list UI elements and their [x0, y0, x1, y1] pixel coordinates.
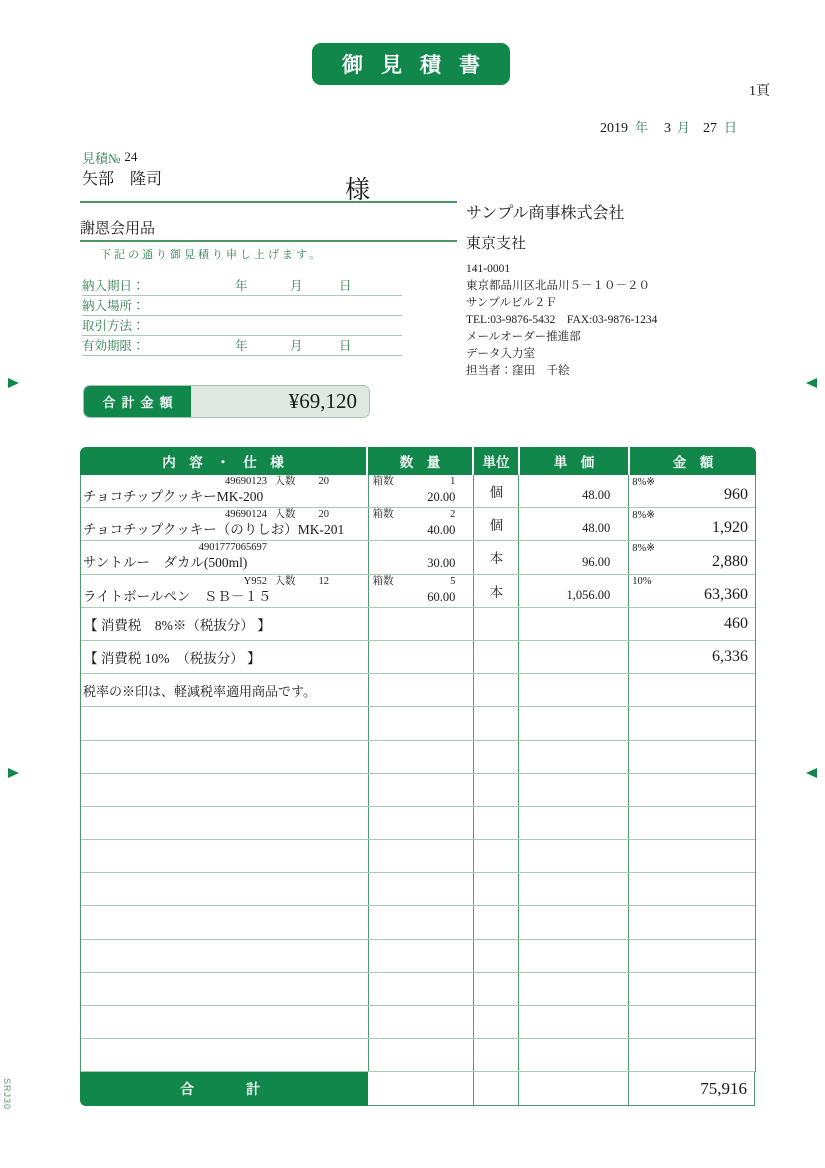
item-tax-rate: 8%※ — [632, 510, 655, 522]
tax-row-cell-c4 — [519, 641, 629, 673]
empty-row-cell-c3 — [474, 906, 519, 938]
customer-name: 矢部 隆司 — [82, 171, 163, 188]
registration-mark-icon — [8, 378, 19, 388]
note-row — [81, 674, 755, 707]
supplier-branch: 東京支社 — [466, 236, 527, 252]
issue-date — [600, 117, 737, 137]
item-row-cell-c1 — [81, 575, 369, 607]
term-year-unit: 年 — [235, 339, 248, 353]
tax-row-cell-c1 — [81, 641, 369, 673]
empty-row-cell-c5 — [629, 807, 755, 839]
item-row — [81, 541, 755, 574]
item-box-line — [369, 508, 474, 521]
item-box-label: 箱数 — [372, 509, 394, 521]
item-row-cell-c1 — [81, 541, 369, 573]
item-row-cell-c2 — [369, 541, 475, 573]
empty-row — [81, 707, 755, 740]
empty-row-cell-c4 — [519, 940, 629, 972]
registration-mark-icon — [806, 378, 817, 388]
subject-underline — [80, 240, 457, 242]
page-number: 1頁 — [749, 84, 770, 99]
note-row-cell-c2 — [369, 674, 475, 706]
note-row-cell-c4 — [519, 674, 629, 706]
item-code: 4901777065697 — [198, 542, 267, 554]
tax-row-cell-c5 — [629, 641, 755, 673]
grand-total-unit-cell — [474, 1072, 519, 1106]
item-amount: 63,360 — [704, 585, 749, 603]
item-box-qty — [373, 541, 456, 554]
item-unit-price: 48.00 — [582, 521, 611, 536]
term-month-unit: 月 — [290, 339, 303, 353]
item-box-line — [369, 575, 474, 588]
term-method — [82, 316, 402, 336]
note-row-cell-c3 — [474, 674, 519, 706]
empty-row-cell-c1 — [81, 707, 369, 739]
empty-row-cell-c3 — [474, 707, 519, 739]
term-delivery-date — [82, 276, 402, 296]
term-day-unit: 日 — [339, 279, 352, 293]
total-amount-band — [83, 385, 370, 418]
item-code-line — [81, 575, 368, 588]
empty-row-cell-c2 — [369, 807, 475, 839]
grand-total-label: 合 計 — [80, 1072, 368, 1106]
item-code: Y952 — [243, 575, 267, 587]
empty-row-cell-c1 — [81, 774, 369, 806]
supplier-address1: 東京都品川区北品川５－１０－２０ — [466, 280, 650, 292]
item-quantity: 20.00 — [427, 490, 456, 504]
tax-row-label: 【 消費税 8%※（税抜分） 】 — [84, 617, 271, 633]
item-unit: 本 — [489, 584, 504, 600]
empty-row-cell-c1 — [81, 973, 369, 1005]
empty-row-cell-c4 — [519, 807, 629, 839]
note-row-cell-c1 — [81, 674, 369, 706]
item-pack-qty: 20 — [318, 509, 329, 521]
item-code-line — [81, 475, 368, 488]
empty-row-cell-c1 — [81, 1006, 369, 1038]
registration-mark-icon — [8, 768, 19, 778]
item-row-cell-c4 — [519, 541, 629, 573]
empty-row-cell-c4 — [519, 1039, 629, 1071]
item-box-qty: 1 — [450, 476, 456, 487]
empty-row-cell-c5 — [629, 741, 755, 773]
empty-row-cell-c4 — [519, 774, 629, 806]
item-code: 49690123 — [225, 476, 267, 487]
item-row-cell-c1 — [81, 508, 369, 540]
item-row-cell-c1 — [81, 475, 369, 507]
empty-row-cell-c5 — [629, 707, 755, 739]
item-unit: 本 — [489, 551, 504, 567]
item-row-cell-c5 — [629, 541, 755, 573]
tax-row-amount: 460 — [724, 614, 749, 632]
header-description: 内 容 ・ 仕 様 — [80, 447, 368, 475]
supplier-block — [466, 200, 786, 380]
table-body — [80, 475, 756, 1072]
tax-row-cell-c3 — [474, 641, 519, 673]
supplier-department: メールオーダー推進部 — [466, 331, 581, 343]
empty-row — [81, 1006, 755, 1039]
item-name: ライトボールペン ＳＢ－１５ — [83, 588, 272, 604]
item-pack-qty — [303, 541, 329, 554]
item-pack-label: 入数 — [274, 509, 296, 521]
item-code: 49690124 — [225, 509, 267, 521]
empty-row-cell-c1 — [81, 906, 369, 938]
item-row-cell-c4 — [519, 508, 629, 540]
tax-row-label: 【 消費税 10% （税抜分） 】 — [84, 651, 261, 667]
date-year-unit: 年 — [635, 120, 649, 135]
empty-row — [81, 774, 755, 807]
item-box-label: 箱数 — [372, 575, 394, 587]
supplier-address2: サンプルビル２Ｆ — [466, 297, 557, 309]
item-row-cell-c3 — [474, 508, 519, 540]
empty-row-cell-c5 — [629, 906, 755, 938]
date-day-unit: 日 — [724, 120, 738, 135]
empty-row-cell-c1 — [81, 940, 369, 972]
item-amount: 2,880 — [712, 552, 749, 570]
tax-row-cell-c1 — [81, 608, 369, 640]
table-total-row — [80, 1072, 756, 1106]
empty-row-cell-c3 — [474, 774, 519, 806]
item-pack-label: 入数 — [274, 476, 296, 487]
empty-row-cell-c5 — [629, 840, 755, 872]
item-code-line — [81, 508, 368, 521]
item-name: サントルー ダカル(500ml) — [83, 555, 248, 571]
item-code-line — [81, 541, 368, 554]
supplier-tel-fax: TEL:03-9876-5432 FAX:03-9876-1234 — [466, 314, 658, 326]
tax-row — [81, 608, 755, 641]
empty-row-cell-c4 — [519, 906, 629, 938]
item-row-cell-c5 — [629, 575, 755, 607]
empty-row-cell-c3 — [474, 741, 519, 773]
supplier-company: サンプル商事株式会社 — [466, 205, 625, 222]
empty-row-cell-c4 — [519, 741, 629, 773]
term-year-unit: 年 — [235, 279, 248, 293]
empty-row-cell-c1 — [81, 807, 369, 839]
empty-row-cell-c2 — [369, 840, 475, 872]
header-amount: 金 額 — [672, 455, 714, 470]
note-row-cell-c5 — [629, 674, 755, 706]
item-tax-rate: 8%※ — [632, 543, 655, 555]
item-amount: 960 — [724, 486, 749, 504]
empty-row-cell-c3 — [474, 840, 519, 872]
empty-row-cell-c2 — [369, 1006, 475, 1038]
item-quantity: 30.00 — [427, 556, 456, 571]
item-unit: 個 — [489, 518, 504, 534]
empty-row-cell-c2 — [369, 741, 475, 773]
item-box-line — [369, 541, 474, 554]
item-row-cell-c2 — [369, 575, 475, 607]
item-unit: 個 — [489, 485, 504, 501]
estimate-number-label: 見積№ — [82, 151, 121, 166]
item-row — [81, 475, 755, 508]
header-unit-price: 単 価 — [520, 447, 630, 475]
term-method-label: 取引方法： — [82, 319, 145, 333]
item-row-cell-c2 — [369, 508, 475, 540]
empty-row — [81, 807, 755, 840]
tax-row-cell-c2 — [369, 641, 475, 673]
subject-line: 謝恩会用品 — [80, 221, 156, 237]
date-day: 27 — [703, 121, 718, 136]
item-tax-rate: 8%※ — [632, 477, 655, 488]
item-name: チョコチップクッキーMK-200 — [83, 489, 264, 504]
empty-row-cell-c4 — [519, 1006, 629, 1038]
header-unit: 単位 — [474, 447, 520, 475]
tax-row-cell-c4 — [519, 608, 629, 640]
estimate-number — [82, 148, 137, 167]
item-row-cell-c4 — [519, 575, 629, 607]
form-code: SRJ30 — [2, 1078, 12, 1111]
total-amount-label: 合計金額 — [84, 386, 191, 417]
estimate-number-value: 24 — [124, 149, 138, 164]
empty-row-cell-c5 — [629, 774, 755, 806]
term-day-unit: 日 — [339, 339, 352, 353]
date-month-unit: 月 — [677, 120, 691, 135]
term-month-unit: 月 — [290, 279, 303, 293]
empty-row-cell-c2 — [369, 1039, 475, 1071]
empty-row-cell-c2 — [369, 707, 475, 739]
tax-row-amount: 6,336 — [712, 648, 749, 666]
empty-row-cell-c3 — [474, 1039, 519, 1071]
item-row-cell-c4 — [519, 475, 629, 507]
registration-mark-icon — [806, 768, 817, 778]
empty-row-cell-c1 — [81, 873, 369, 905]
item-unit-price: 1,056.00 — [566, 587, 611, 602]
document-title: 御見積書 — [312, 43, 510, 85]
empty-row-cell-c3 — [474, 940, 519, 972]
item-tax-rate: 10% — [632, 575, 652, 587]
tax-row-cell-c5 — [629, 608, 755, 640]
term-delivery-place-label: 納入場所： — [82, 299, 145, 313]
item-row-cell-c5 — [629, 475, 755, 507]
tax-row — [81, 641, 755, 674]
item-row-cell-c3 — [474, 541, 519, 573]
empty-row — [81, 1039, 755, 1072]
supplier-postal: 141-0001 — [466, 263, 511, 275]
supplier-section: データ入力室 — [466, 348, 535, 360]
item-pack-qty: 12 — [318, 575, 329, 587]
empty-row-cell-c2 — [369, 973, 475, 1005]
empty-row-cell-c4 — [519, 840, 629, 872]
grand-total-qty-cell — [368, 1072, 474, 1106]
empty-row — [81, 741, 755, 774]
greeting-text: 下記の通り御見積り申し上げます。 — [100, 249, 324, 261]
tax-row-cell-c2 — [369, 608, 475, 640]
header-quantity: 数 量 — [368, 447, 474, 475]
empty-row-cell-c5 — [629, 973, 755, 1005]
empty-row — [81, 873, 755, 906]
supplier-person: 担当者：窪田 千絵 — [466, 365, 570, 377]
empty-row — [81, 906, 755, 939]
item-row-cell-c2 — [369, 475, 475, 507]
item-unit-price: 96.00 — [582, 554, 611, 569]
grand-total-price-cell — [519, 1072, 629, 1106]
term-validity-label: 有効期限： — [82, 339, 145, 353]
item-box-line — [369, 475, 474, 488]
grand-total-amount-cell — [629, 1072, 755, 1106]
empty-row-cell-c1 — [81, 1039, 369, 1071]
empty-row-cell-c1 — [81, 741, 369, 773]
empty-row-cell-c3 — [474, 973, 519, 1005]
item-pack-label — [267, 541, 303, 554]
items-table — [80, 447, 756, 1106]
empty-row-cell-c3 — [474, 873, 519, 905]
item-row-cell-c5 — [629, 508, 755, 540]
empty-row-cell-c5 — [629, 940, 755, 972]
term-validity — [82, 336, 402, 356]
total-amount-value: ¥69,120 — [191, 386, 369, 417]
item-row-cell-c3 — [474, 575, 519, 607]
terms-block — [82, 276, 402, 356]
empty-row-cell-c2 — [369, 774, 475, 806]
empty-row-cell-c4 — [519, 973, 629, 1005]
empty-row — [81, 940, 755, 973]
item-box-qty: 5 — [450, 575, 456, 587]
empty-row-cell-c5 — [629, 1039, 755, 1071]
customer-honorific: 様 — [345, 177, 371, 204]
grand-total-amount: 75,916 — [700, 1078, 747, 1098]
empty-row-cell-c4 — [519, 707, 629, 739]
term-delivery-place — [82, 296, 402, 316]
empty-row-cell-c5 — [629, 1006, 755, 1038]
item-box-qty: 2 — [450, 509, 456, 521]
item-box-label: 箱数 — [372, 476, 394, 487]
item-quantity: 60.00 — [427, 589, 456, 604]
empty-row-cell-c2 — [369, 906, 475, 938]
empty-row-cell-c4 — [519, 873, 629, 905]
customer-underline — [80, 201, 457, 203]
empty-row — [81, 973, 755, 1006]
empty-row-cell-c3 — [474, 1006, 519, 1038]
term-delivery-date-label: 納入期日： — [82, 279, 145, 293]
empty-row-cell-c2 — [369, 940, 475, 972]
item-row — [81, 575, 755, 608]
item-name: チョコチップクッキー（のりしお）MK-201 — [83, 522, 345, 538]
empty-row-cell-c1 — [81, 840, 369, 872]
item-pack-label: 入数 — [274, 575, 296, 587]
item-amount: 1,920 — [712, 519, 749, 537]
date-year: 2019 — [600, 121, 628, 136]
date-month: 3 — [664, 121, 672, 136]
empty-row-cell-c5 — [629, 873, 755, 905]
tax-row-cell-c3 — [474, 608, 519, 640]
table-header-row — [80, 447, 756, 475]
empty-row — [81, 840, 755, 873]
empty-row-cell-c2 — [369, 873, 475, 905]
empty-row-cell-c3 — [474, 807, 519, 839]
item-row-cell-c3 — [474, 475, 519, 507]
reduced-tax-note: 税率の※印は、軽減税率適用商品です。 — [83, 683, 316, 699]
item-row — [81, 508, 755, 541]
item-quantity: 40.00 — [427, 523, 456, 538]
item-pack-qty: 20 — [318, 476, 329, 487]
item-unit-price: 48.00 — [582, 488, 611, 503]
